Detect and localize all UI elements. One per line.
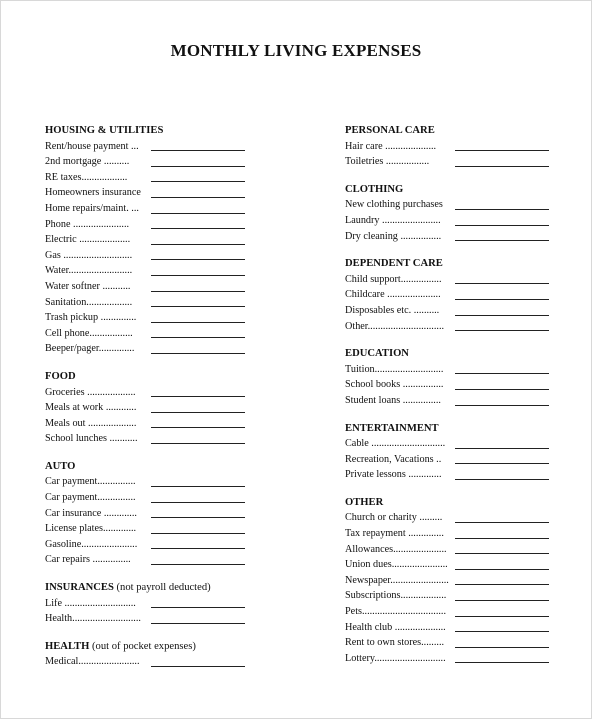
- expense-label: School lunches ...........: [45, 433, 138, 445]
- section-entertainment: [345, 421, 549, 483]
- expense-label: Private lessons .............: [345, 469, 442, 481]
- expense-label: Phone ......................: [45, 218, 130, 230]
- expense-label: Subscriptions..................: [345, 590, 447, 602]
- section-auto: [45, 459, 245, 568]
- amount-blank-line[interactable]: [151, 150, 245, 151]
- expense-label: Tuition...........................: [345, 363, 444, 375]
- expense-row: [45, 232, 245, 248]
- section-education: [345, 346, 549, 408]
- expense-label: Church or charity .........: [345, 512, 443, 524]
- amount-blank-line[interactable]: [151, 533, 245, 534]
- amount-blank-line[interactable]: [455, 405, 549, 406]
- expense-label: Groceries ...................: [45, 386, 136, 398]
- expense-row: [345, 287, 549, 303]
- expense-label: Laundry .......................: [345, 214, 441, 226]
- section-insurances: [45, 580, 245, 627]
- amount-blank-line[interactable]: [151, 443, 245, 444]
- section-food: [45, 369, 245, 447]
- expense-label: Gas ...........................: [45, 249, 133, 261]
- amount-blank-line[interactable]: [151, 306, 245, 307]
- section-heading: [45, 459, 245, 475]
- amount-blank-line[interactable]: [455, 631, 549, 632]
- amount-blank-line[interactable]: [151, 259, 245, 260]
- expense-row: [45, 552, 245, 568]
- expense-label: Car repairs ...............: [45, 554, 131, 566]
- section-heading: [345, 182, 549, 198]
- amount-blank-line[interactable]: [455, 299, 549, 300]
- amount-blank-line[interactable]: [455, 662, 549, 663]
- amount-blank-line[interactable]: [151, 322, 245, 323]
- amount-blank-line[interactable]: [151, 166, 245, 167]
- expense-row: [345, 436, 549, 452]
- expense-label: Rent/house payment ...: [45, 140, 139, 152]
- amount-blank-line[interactable]: [151, 486, 245, 487]
- section-heading: [45, 580, 245, 596]
- expense-row: [45, 596, 245, 612]
- expense-row: [345, 651, 549, 667]
- amount-blank-line[interactable]: [151, 607, 245, 608]
- expense-row: [45, 521, 245, 537]
- expense-row: [345, 452, 549, 468]
- expense-label: Cell phone.................: [45, 327, 133, 339]
- expense-label: Health...........................: [45, 613, 141, 625]
- expense-label: School books ................: [345, 379, 444, 391]
- expense-row: [345, 197, 549, 213]
- amount-blank-line[interactable]: [151, 197, 245, 198]
- expense-label: Medical........................: [45, 656, 140, 668]
- expense-label: Beeper/pager..............: [45, 343, 135, 355]
- expense-label: Car payment...............: [45, 492, 136, 504]
- expense-row: [345, 377, 549, 393]
- amount-blank-line[interactable]: [455, 647, 549, 648]
- amount-blank-line[interactable]: [151, 244, 245, 245]
- expense-row: [45, 654, 245, 670]
- amount-blank-line[interactable]: [151, 291, 245, 292]
- amount-blank-line[interactable]: [455, 389, 549, 390]
- amount-blank-line[interactable]: [455, 315, 549, 316]
- expense-label: Toiletries .................: [345, 156, 430, 168]
- amount-blank-line[interactable]: [455, 225, 549, 226]
- expense-row: [345, 272, 549, 288]
- section-housing-utilities: [45, 123, 245, 357]
- expense-row: [345, 213, 549, 229]
- expense-label: Union dues......................: [345, 559, 448, 571]
- expense-label: Trash pickup ..............: [45, 312, 137, 324]
- expense-label: Home repairs/maint. ...: [45, 202, 139, 214]
- section-heading: [345, 421, 549, 437]
- section-heading: [45, 369, 245, 385]
- amount-blank-line[interactable]: [455, 240, 549, 241]
- expense-label: New clothing purchases: [345, 199, 443, 211]
- amount-blank-line[interactable]: [455, 463, 549, 464]
- expense-label: Other..............................: [345, 320, 445, 332]
- amount-blank-line[interactable]: [151, 502, 245, 503]
- right-column: [345, 123, 549, 666]
- section-heading-text: OTHER: [345, 496, 384, 508]
- section-heading-text: FOOD: [45, 370, 76, 382]
- section-heading: [45, 123, 245, 139]
- expense-label: Meals out ...................: [45, 417, 137, 429]
- expense-row: [45, 490, 245, 506]
- amount-blank-line[interactable]: [151, 623, 245, 624]
- expense-row: [345, 588, 549, 604]
- amount-blank-line[interactable]: [151, 517, 245, 518]
- expense-row: [45, 139, 245, 155]
- amount-blank-line[interactable]: [455, 569, 549, 570]
- expense-label: Water softner ...........: [45, 280, 131, 292]
- expense-row: [45, 416, 245, 432]
- expense-row: [345, 139, 549, 155]
- page-title: MONTHLY LIVING EXPENSES: [170, 41, 422, 60]
- section-personal-care: [345, 123, 549, 170]
- amount-blank-line[interactable]: [151, 548, 245, 549]
- section-clothing: [345, 182, 549, 244]
- expense-label: Childcare .....................: [345, 289, 441, 301]
- expense-row: [345, 510, 549, 526]
- amount-blank-line[interactable]: [455, 616, 549, 617]
- amount-blank-line[interactable]: [455, 373, 549, 374]
- amount-blank-line[interactable]: [455, 538, 549, 539]
- expense-row: [45, 248, 245, 264]
- expense-row: [45, 537, 245, 553]
- expense-row: [45, 154, 245, 170]
- expense-label: Life ............................: [45, 597, 136, 609]
- expense-label: Recreation, Vacations ..: [345, 453, 442, 465]
- amount-blank-line[interactable]: [151, 337, 245, 338]
- expense-row: [345, 620, 549, 636]
- expense-label: RE taxes..................: [45, 171, 128, 183]
- expense-label: 2nd mortgage ..........: [45, 156, 130, 168]
- expense-row: [345, 393, 549, 409]
- section-dependent-care: [345, 256, 549, 334]
- section-heading: [345, 123, 549, 139]
- section-heading: [45, 639, 245, 655]
- expense-label: Pets.................................: [345, 606, 447, 618]
- expense-row: [345, 635, 549, 651]
- amount-blank-line[interactable]: [151, 564, 245, 565]
- expense-row: [45, 611, 245, 627]
- section-heading: [345, 495, 549, 511]
- section-heading-text: CLOTHING: [345, 183, 404, 195]
- expense-row: [345, 154, 549, 170]
- expense-row: [345, 557, 549, 573]
- amount-blank-line[interactable]: [151, 353, 245, 354]
- expense-label: Car insurance .............: [45, 507, 137, 519]
- expense-row: [45, 506, 245, 522]
- amount-blank-line[interactable]: [151, 412, 245, 413]
- amount-blank-line[interactable]: [455, 330, 549, 331]
- expense-row: [345, 573, 549, 589]
- expense-label: License plates.............: [45, 523, 137, 535]
- amount-blank-line[interactable]: [151, 213, 245, 214]
- section-heading-note: (not payroll deducted): [113, 582, 211, 594]
- section-heading-note: (out of pocket expenses): [89, 640, 196, 652]
- section-heading-text: HOUSING & UTILITIES: [45, 125, 164, 136]
- amount-blank-line[interactable]: [455, 448, 549, 449]
- expense-label: Allowances.....................: [345, 543, 447, 555]
- expense-label: Student loans ...............: [345, 394, 441, 406]
- expense-row: [345, 542, 549, 558]
- section-heading-text: ENTERTAINMENT: [345, 422, 439, 434]
- expense-label: Disposables etc. ..........: [345, 304, 440, 316]
- amount-blank-line[interactable]: [151, 181, 245, 182]
- expense-row: [345, 604, 549, 620]
- expense-row: [45, 310, 245, 326]
- section-heading-text: INSURANCES: [45, 582, 114, 594]
- section-heading: [345, 256, 549, 272]
- amount-blank-line[interactable]: [455, 584, 549, 585]
- expense-row: [45, 431, 245, 447]
- amount-blank-line[interactable]: [455, 600, 549, 601]
- expense-label: Electric ....................: [45, 234, 131, 246]
- expense-label: Gasoline......................: [45, 538, 138, 550]
- expense-row: [45, 385, 245, 401]
- expense-row: [45, 474, 245, 490]
- expense-row: [45, 279, 245, 295]
- expense-row: [345, 303, 549, 319]
- expense-row: [45, 400, 245, 416]
- section-health: [45, 639, 245, 670]
- amount-blank-line[interactable]: [455, 209, 549, 210]
- amount-blank-line[interactable]: [151, 228, 245, 229]
- expense-row: [45, 201, 245, 217]
- expense-label: Dry cleaning ................: [345, 230, 442, 242]
- amount-blank-line[interactable]: [151, 427, 245, 428]
- expense-row: [345, 526, 549, 542]
- amount-blank-line[interactable]: [455, 522, 549, 523]
- section-heading: [345, 346, 549, 362]
- amount-blank-line[interactable]: [455, 479, 549, 480]
- expense-label: Hair care ....................: [345, 140, 437, 152]
- expense-label: Water.........................: [45, 265, 133, 277]
- expense-row: [345, 229, 549, 245]
- expense-label: Sanitation..................: [45, 296, 133, 308]
- amount-blank-line[interactable]: [455, 283, 549, 284]
- expense-label: Car payment...............: [45, 476, 136, 488]
- amount-blank-line[interactable]: [455, 166, 549, 167]
- expense-label: Tax repayment ..............: [345, 528, 444, 540]
- expense-label: Child support................: [345, 273, 442, 285]
- expense-row: [45, 217, 245, 233]
- section-heading-text: PERSONAL CARE: [345, 125, 435, 136]
- amount-blank-line[interactable]: [151, 666, 245, 667]
- expense-row: [45, 263, 245, 279]
- expense-label: Rent to own stores.........: [345, 637, 445, 649]
- expense-row: [345, 319, 549, 335]
- section-heading-text: HEALTH: [45, 640, 90, 652]
- expense-label: Cable .............................: [345, 438, 446, 450]
- section-other: [345, 495, 549, 667]
- expense-row: [45, 185, 245, 201]
- section-heading-text: DEPENDENT CARE: [345, 258, 443, 270]
- expense-row: [45, 295, 245, 311]
- amount-blank-line[interactable]: [455, 150, 549, 151]
- expense-label: Meals at work ............: [45, 402, 137, 414]
- expense-label: Lottery............................: [345, 652, 446, 664]
- expense-label: Health club ....................: [345, 621, 446, 633]
- expense-label: Newspaper.......................: [345, 574, 449, 586]
- expense-row: [345, 362, 549, 378]
- expense-row: [345, 467, 549, 483]
- expense-row: [45, 170, 245, 186]
- amount-blank-line[interactable]: [151, 275, 245, 276]
- expense-row: [45, 341, 245, 357]
- section-heading-text: EDUCATION: [345, 348, 409, 360]
- section-heading-text: AUTO: [45, 460, 76, 472]
- amount-blank-line[interactable]: [455, 553, 549, 554]
- amount-blank-line[interactable]: [151, 396, 245, 397]
- expense-row: [45, 326, 245, 342]
- expense-label: Homeowners insurance: [45, 187, 141, 199]
- left-column: [45, 123, 245, 670]
